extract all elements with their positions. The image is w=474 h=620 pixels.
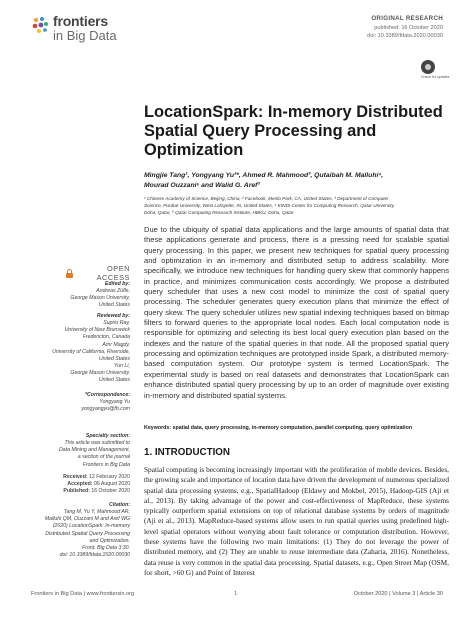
- updates-label: Check for updates: [421, 75, 450, 79]
- section-heading: 1. INTRODUCTION: [144, 447, 230, 458]
- citation-line: (2020) LocationSpark: In-memory: [52, 523, 130, 530]
- received-date: 12 February 2020: [89, 474, 130, 480]
- specialty-line: a section of the journal: [77, 454, 130, 461]
- sidebar-citation: [30, 502, 130, 559]
- sidebar-edited-by: [30, 281, 130, 310]
- received-label: Received:: [63, 474, 88, 480]
- reviewer-line: Suprio Ray,: [103, 320, 130, 327]
- specialty-line: Data Mining and Management,: [59, 447, 130, 454]
- sidebar-correspondence: [30, 392, 130, 413]
- correspondence-email[interactable]: yongyangyu@fb.com: [81, 406, 130, 413]
- received-date-row: [30, 474, 130, 481]
- reviewer-line: University of California, Riverside,: [52, 348, 130, 355]
- affiliation-line: Science, Purdue University, West Lafayette, IN, United States, ⁴ KINDI Center for Computing Research, Qatar University,: [144, 202, 395, 208]
- reviewer-line: United States: [98, 355, 130, 362]
- sidebar-dates: [30, 474, 130, 495]
- paragraph: Spatial computing is becoming increasingly important with the proliferation of mobile devices. Besides, the growing scale and importance of location data have driven the development of numerous specialized spatial data processing systems, e.g., SpatialHadoop (Eldawy and Mokbel, 2015), Hadoop-GIS (Aji et al., 2013). By taking advantage of the power and cost-effectiveness of MapReduce, these systems typically outperform spatial extensions on top of relational database systems by orders of magnitude (Aji et al., 2013). MapReduce-based systems allow users to run spatial queries using predefined high-level spatial operators without worrying about fault tolerance or computation distribution. However, these systems have the following two main limitations: (1) They do not leverage the power of distributed memory, and (2) They are unable to reuse intermediate data (Zaharia, 2016). Nonetheless, data reuse is very common in the spatial data processing. Spatial datasets, e.g., Open Street Map (OSM, for short, >60 G) and Point of Interest: [144, 465, 449, 577]
- journal-logo[interactable]: [31, 14, 117, 42]
- citation-doi[interactable]: doi: 10.3389/fdata.2020.00030: [59, 552, 130, 559]
- correspondence-name: Yongyang Yu: [99, 399, 130, 406]
- editor-line: United States: [98, 302, 130, 309]
- published-date: published: 16 October 2020: [374, 24, 443, 31]
- open-access-badge: [66, 264, 130, 282]
- published-label: Published:: [63, 488, 90, 495]
- footer-journal-link[interactable]: Frontiers in Big Data | www.frontiersin.org: [31, 591, 135, 597]
- reviewer-line: United States: [98, 377, 130, 384]
- citation-line: Distributed Spatial Query Processing: [45, 530, 130, 537]
- affiliation-line: Doha, Qatar, ⁵ Qatar Computing Research Institute, HBKU, Doha, Qatar: [144, 209, 294, 215]
- editor-line: George Mason University,: [70, 295, 130, 302]
- accepted-date-row: [30, 481, 130, 488]
- footer-page-number: 1: [234, 591, 238, 597]
- open-lock-icon: [66, 269, 73, 278]
- author-line[interactable]: Mingjie Tang¹, Yongyang Yu²*, Ahmed R. Mahmood³, Qutaibah M. Malluhi⁴,: [144, 172, 384, 179]
- accepted-label: Accepted:: [67, 481, 93, 488]
- reviewer-line: Fredericton, Canada: [82, 334, 130, 341]
- specialty-line: This article was submitted to: [64, 440, 130, 447]
- citation-line: Malluhi QM, Ouzzani M and Aref WG: [44, 516, 130, 523]
- sidebar-specialty: [30, 433, 130, 469]
- sidebar-reviewed-by: [30, 313, 130, 385]
- citation-line: and Optimization.: [89, 537, 130, 544]
- footer-issue-info: October 2020 | Volume 3 | Article 30: [353, 591, 443, 597]
- reviewer-line: George Mason University,: [70, 370, 130, 377]
- citation-line: Front. Big Data 3:30.: [82, 544, 130, 551]
- article-title: LocationSpark: In-memory Distributed Spatial Query Processing and Optimization: [144, 103, 443, 159]
- specialty-heading: Specialty section:: [85, 433, 130, 439]
- doi-link[interactable]: doi: 10.3389/fdata.2020.00030: [367, 33, 443, 40]
- specialty-line: Frontiers in Big Data: [82, 461, 130, 468]
- abstract: Due to the ubiquity of spatial data applications and the large amounts of spatial data that these applications generate and process, there is a pressing need for scalable spatial query processing. In this paper, we present new techniques for spatial query processing and optimization in an in-memory and distributed setup to address scalability. More specifically, we introduce new techniques for handling query skew that commonly happens in practice, and minimizes communication costs accordingly. We propose a distributed query scheduler that uses a new cost model to minimize the cost of spatial query processing. The scheduler generates query execution plans that minimize the effect of query skew. The query scheduler utilizes new spatial indexing techniques based on bitmap filters to forward queries to the appropriate local nodes. Each local computation node is responsible for optimizing and selecting its best local query execution plan based on the indexes and the nature of the spatial queries in that node. All the proposed spatial query processing and optimization techniques are prototyped inside Spark, a distributed memory-based computation system. Our prototype system is termed LocationSpark. The experimental study is based on real datasets and demonstrates that LocationSpark can enhance distributed spatial query processing by up to an order of magnitude over existing in-memory and distributed spatial systems.: [144, 225, 449, 400]
- article-meta: [367, 15, 443, 40]
- body-text: [144, 465, 449, 578]
- edited-by-heading: Edited by:: [104, 281, 130, 287]
- reviewer-line: Yun Li,: [114, 363, 130, 370]
- affiliation-line: ¹ Chinese Academy of Science, Beijing, China, ² Facebook, Menlo Park, CA, United States, ³ Department of Computer: [144, 196, 389, 201]
- open-access-label: OPEN ACCESS: [96, 264, 130, 282]
- logo-journal-name: in Big Data: [53, 28, 117, 43]
- author-list: [144, 171, 444, 191]
- author-line[interactable]: Mourad Ouzzani⁵ and Walid G. Aref³: [144, 182, 260, 189]
- logo-brand: frontiers: [53, 13, 108, 29]
- published-date-row: [30, 488, 130, 495]
- sidebar-published-date: 16 October 2020: [91, 488, 130, 495]
- frontiers-logo-icon: [31, 16, 49, 34]
- citation-line: Tang M, Yu Y, Mahmood AR,: [63, 509, 130, 516]
- check-for-updates-button[interactable]: [421, 60, 450, 80]
- reviewer-line: University of New Brunswick: [64, 327, 130, 334]
- editor-line: Andreas Züfle,: [96, 288, 130, 295]
- article-type: ORIGINAL RESEARCH: [371, 15, 443, 22]
- updates-icon: [421, 60, 435, 74]
- keywords: Keywords: spatial data, query processing, in-memory computation, parallel computing, query optimization: [144, 425, 413, 431]
- affiliations: [144, 196, 449, 217]
- citation-heading: Citation:: [108, 502, 130, 508]
- reviewer-line: Amr Magdy,: [102, 341, 130, 348]
- reviewed-by-heading: Reviewed by:: [96, 313, 130, 319]
- accepted-date: 06 August 2020: [93, 481, 130, 488]
- correspondence-heading: *Correspondence:: [85, 392, 130, 398]
